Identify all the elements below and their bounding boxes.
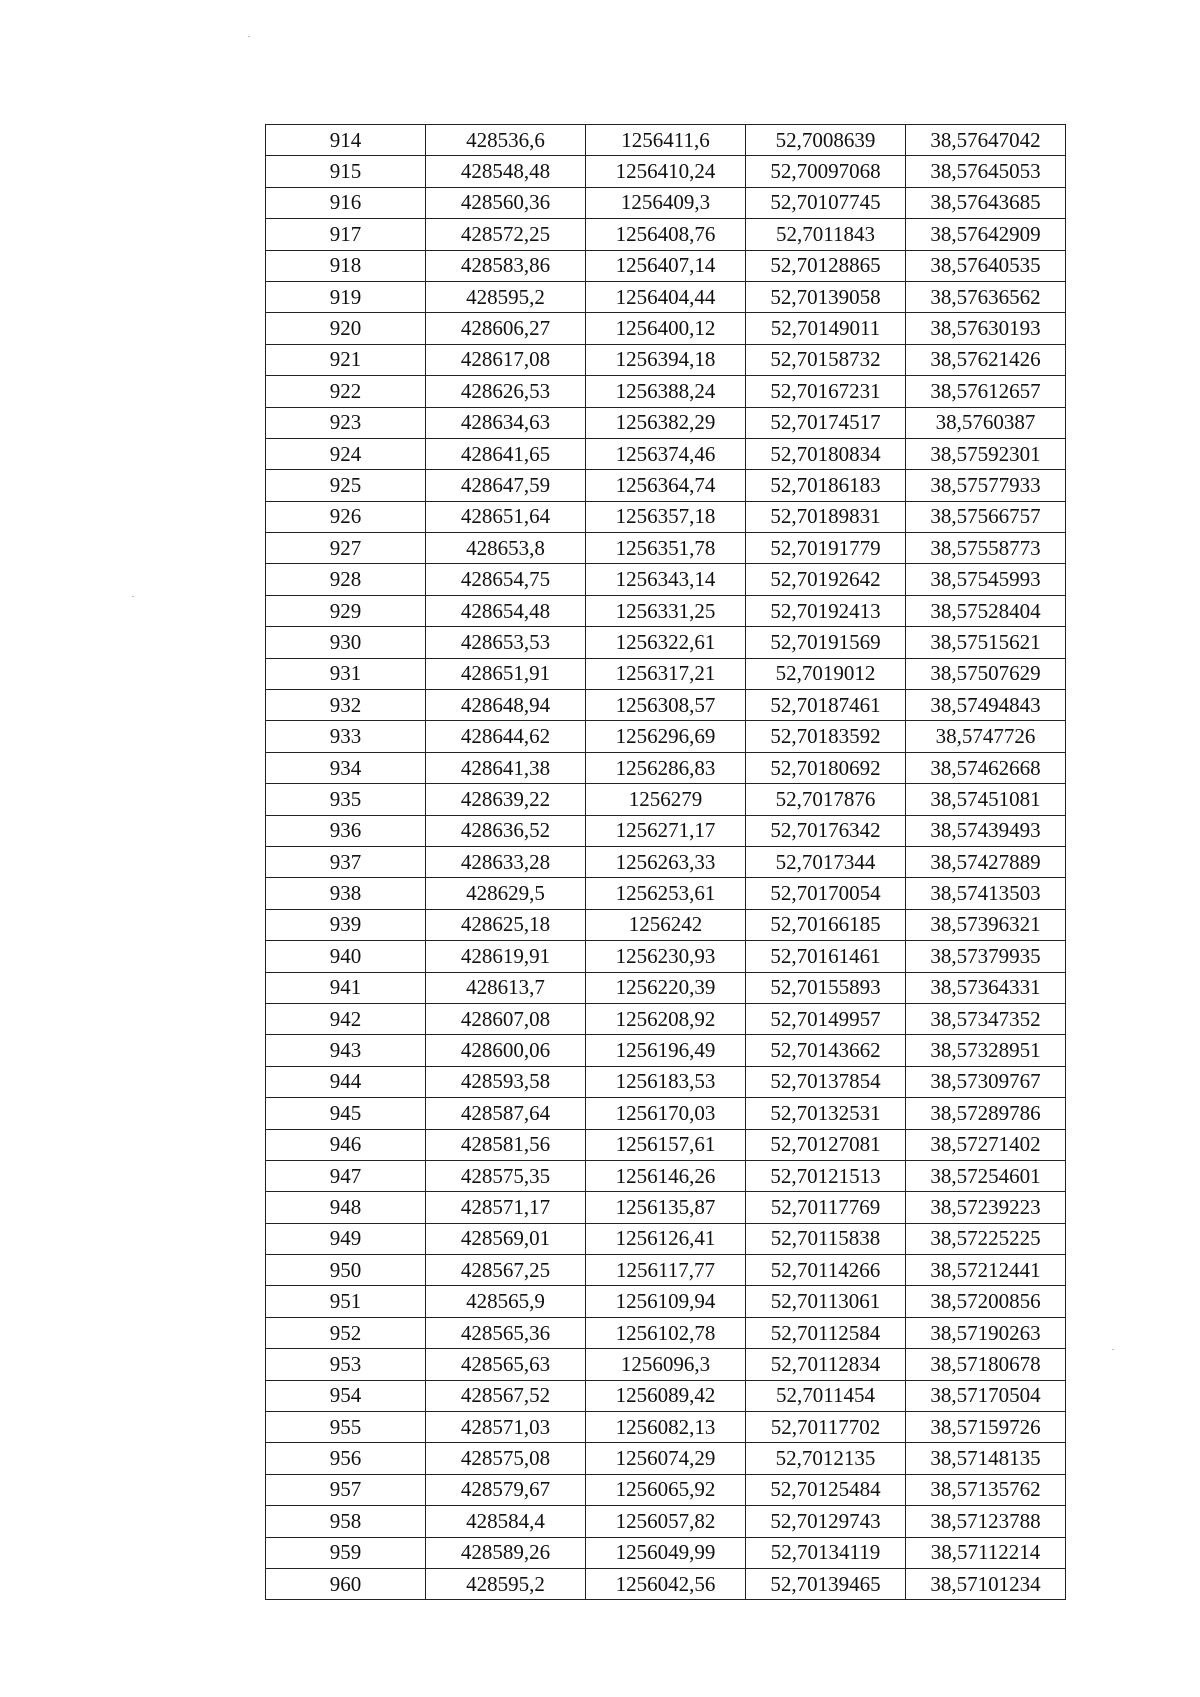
- y-coordinate-cell: 1256242: [586, 909, 746, 940]
- longitude-cell: 38,57289786: [906, 1098, 1066, 1129]
- x-coordinate-cell: 428654,48: [426, 595, 586, 626]
- x-coordinate-cell: 428575,35: [426, 1160, 586, 1191]
- latitude-cell: 52,70139465: [746, 1568, 906, 1599]
- table-row: [266, 815, 1066, 846]
- point-number-cell: 947: [266, 1160, 426, 1191]
- x-coordinate-cell: 428567,25: [426, 1255, 586, 1286]
- latitude-cell: 52,70121513: [746, 1160, 906, 1191]
- x-coordinate-cell: 428584,4: [426, 1506, 586, 1537]
- y-coordinate-cell: 1256308,57: [586, 690, 746, 721]
- y-coordinate-cell: 1256404,44: [586, 281, 746, 312]
- x-coordinate-cell: 428641,38: [426, 752, 586, 783]
- point-number-cell: 952: [266, 1317, 426, 1348]
- latitude-cell: 52,7008639: [746, 125, 906, 156]
- y-coordinate-cell: 1256296,69: [586, 721, 746, 752]
- longitude-cell: 38,57135762: [906, 1474, 1066, 1505]
- latitude-cell: 52,7017876: [746, 784, 906, 815]
- point-number-cell: 924: [266, 438, 426, 469]
- longitude-cell: 38,57148135: [906, 1443, 1066, 1474]
- longitude-cell: 38,57515621: [906, 627, 1066, 658]
- longitude-cell: 38,57254601: [906, 1160, 1066, 1191]
- table-row: [266, 156, 1066, 187]
- latitude-cell: 52,70112584: [746, 1317, 906, 1348]
- y-coordinate-cell: 1256082,13: [586, 1412, 746, 1443]
- latitude-cell: 52,7012135: [746, 1443, 906, 1474]
- longitude-cell: 38,57413503: [906, 878, 1066, 909]
- x-coordinate-cell: 428593,58: [426, 1066, 586, 1097]
- longitude-cell: 38,57640535: [906, 250, 1066, 281]
- table-row: [266, 281, 1066, 312]
- longitude-cell: 38,57566757: [906, 501, 1066, 532]
- longitude-cell: 38,57328951: [906, 1035, 1066, 1066]
- latitude-cell: 52,70158732: [746, 344, 906, 375]
- table-row: [266, 313, 1066, 344]
- table-row: [266, 595, 1066, 626]
- latitude-cell: 52,70132531: [746, 1098, 906, 1129]
- y-coordinate-cell: 1256196,49: [586, 1035, 746, 1066]
- table-row: [266, 1349, 1066, 1380]
- longitude-cell: 38,57379935: [906, 941, 1066, 972]
- table-row: [266, 878, 1066, 909]
- latitude-cell: 52,70128865: [746, 250, 906, 281]
- latitude-cell: 52,70180834: [746, 438, 906, 469]
- point-number-cell: 957: [266, 1474, 426, 1505]
- longitude-cell: 38,57647042: [906, 125, 1066, 156]
- table-row: [266, 1286, 1066, 1317]
- latitude-cell: 52,70137854: [746, 1066, 906, 1097]
- latitude-cell: 52,70113061: [746, 1286, 906, 1317]
- longitude-cell: 38,57170504: [906, 1380, 1066, 1411]
- latitude-cell: 52,70167231: [746, 376, 906, 407]
- longitude-cell: 38,57225225: [906, 1223, 1066, 1254]
- longitude-cell: 38,57545993: [906, 564, 1066, 595]
- y-coordinate-cell: 1256279: [586, 784, 746, 815]
- point-number-cell: 958: [266, 1506, 426, 1537]
- point-number-cell: 917: [266, 219, 426, 250]
- table-row: [266, 1129, 1066, 1160]
- y-coordinate-cell: 1256117,77: [586, 1255, 746, 1286]
- table-row: [266, 1223, 1066, 1254]
- y-coordinate-cell: 1256263,33: [586, 846, 746, 877]
- x-coordinate-cell: 428639,22: [426, 784, 586, 815]
- table-row: [266, 972, 1066, 1003]
- y-coordinate-cell: 1256408,76: [586, 219, 746, 250]
- x-coordinate-cell: 428653,8: [426, 533, 586, 564]
- x-coordinate-cell: 428548,48: [426, 156, 586, 187]
- longitude-cell: 38,57239223: [906, 1192, 1066, 1223]
- y-coordinate-cell: 1256126,41: [586, 1223, 746, 1254]
- y-coordinate-cell: 1256096,3: [586, 1349, 746, 1380]
- latitude-cell: 52,70186183: [746, 470, 906, 501]
- x-coordinate-cell: 428572,25: [426, 219, 586, 250]
- table-row: [266, 1098, 1066, 1129]
- longitude-cell: 38,57347352: [906, 1003, 1066, 1034]
- table-row: [266, 690, 1066, 721]
- longitude-cell: 38,57159726: [906, 1412, 1066, 1443]
- x-coordinate-cell: 428607,08: [426, 1003, 586, 1034]
- x-coordinate-cell: 428569,01: [426, 1223, 586, 1254]
- point-number-cell: 937: [266, 846, 426, 877]
- latitude-cell: 52,70155893: [746, 972, 906, 1003]
- table-row: [266, 1380, 1066, 1411]
- latitude-cell: 52,70127081: [746, 1129, 906, 1160]
- latitude-cell: 52,70191569: [746, 627, 906, 658]
- x-coordinate-cell: 428653,53: [426, 627, 586, 658]
- point-number-cell: 921: [266, 344, 426, 375]
- longitude-cell: 38,57396321: [906, 909, 1066, 940]
- x-coordinate-cell: 428571,03: [426, 1412, 586, 1443]
- point-number-cell: 941: [266, 972, 426, 1003]
- y-coordinate-cell: 1256271,17: [586, 815, 746, 846]
- y-coordinate-cell: 1256065,92: [586, 1474, 746, 1505]
- table-row: [266, 627, 1066, 658]
- y-coordinate-cell: 1256220,39: [586, 972, 746, 1003]
- point-number-cell: 936: [266, 815, 426, 846]
- latitude-cell: 52,70097068: [746, 156, 906, 187]
- longitude-cell: 38,57427889: [906, 846, 1066, 877]
- y-coordinate-cell: 1256388,24: [586, 376, 746, 407]
- point-number-cell: 935: [266, 784, 426, 815]
- y-coordinate-cell: 1256157,61: [586, 1129, 746, 1160]
- y-coordinate-cell: 1256230,93: [586, 941, 746, 972]
- point-number-cell: 922: [266, 376, 426, 407]
- longitude-cell: 38,57364331: [906, 972, 1066, 1003]
- latitude-cell: 52,7017344: [746, 846, 906, 877]
- x-coordinate-cell: 428587,64: [426, 1098, 586, 1129]
- x-coordinate-cell: 428619,91: [426, 941, 586, 972]
- y-coordinate-cell: 1256135,87: [586, 1192, 746, 1223]
- table-row: [266, 1474, 1066, 1505]
- y-coordinate-cell: 1256102,78: [586, 1317, 746, 1348]
- point-number-cell: 954: [266, 1380, 426, 1411]
- y-coordinate-cell: 1256109,94: [586, 1286, 746, 1317]
- point-number-cell: 949: [266, 1223, 426, 1254]
- table-row: [266, 1255, 1066, 1286]
- y-coordinate-cell: 1256364,74: [586, 470, 746, 501]
- point-number-cell: 948: [266, 1192, 426, 1223]
- longitude-cell: 38,57212441: [906, 1255, 1066, 1286]
- longitude-cell: 38,57180678: [906, 1349, 1066, 1380]
- table-row: [266, 752, 1066, 783]
- point-number-cell: 918: [266, 250, 426, 281]
- x-coordinate-cell: 428565,9: [426, 1286, 586, 1317]
- y-coordinate-cell: 1256400,12: [586, 313, 746, 344]
- y-coordinate-cell: 1256394,18: [586, 344, 746, 375]
- x-coordinate-cell: 428595,2: [426, 281, 586, 312]
- latitude-cell: 52,70139058: [746, 281, 906, 312]
- latitude-cell: 52,70114266: [746, 1255, 906, 1286]
- point-number-cell: 945: [266, 1098, 426, 1129]
- longitude-cell: 38,57645053: [906, 156, 1066, 187]
- point-number-cell: 956: [266, 1443, 426, 1474]
- x-coordinate-cell: 428565,36: [426, 1317, 586, 1348]
- table-row: [266, 219, 1066, 250]
- longitude-cell: 38,57636562: [906, 281, 1066, 312]
- latitude-cell: 52,70174517: [746, 407, 906, 438]
- latitude-cell: 52,70107745: [746, 187, 906, 218]
- x-coordinate-cell: 428536,6: [426, 125, 586, 156]
- longitude-cell: 38,57612657: [906, 376, 1066, 407]
- x-coordinate-cell: 428651,64: [426, 501, 586, 532]
- y-coordinate-cell: 1256170,03: [586, 1098, 746, 1129]
- x-coordinate-cell: 428589,26: [426, 1537, 586, 1568]
- y-coordinate-cell: 1256374,46: [586, 438, 746, 469]
- longitude-cell: 38,57200856: [906, 1286, 1066, 1317]
- x-coordinate-cell: 428626,53: [426, 376, 586, 407]
- x-coordinate-cell: 428579,67: [426, 1474, 586, 1505]
- scan-speck: [248, 36, 250, 37]
- point-number-cell: 919: [266, 281, 426, 312]
- latitude-cell: 52,7011454: [746, 1380, 906, 1411]
- point-number-cell: 927: [266, 533, 426, 564]
- x-coordinate-cell: 428629,5: [426, 878, 586, 909]
- x-coordinate-cell: 428595,2: [426, 1568, 586, 1599]
- point-number-cell: 929: [266, 595, 426, 626]
- x-coordinate-cell: 428581,56: [426, 1129, 586, 1160]
- latitude-cell: 52,70183592: [746, 721, 906, 752]
- longitude-cell: 38,57462668: [906, 752, 1066, 783]
- y-coordinate-cell: 1256049,99: [586, 1537, 746, 1568]
- y-coordinate-cell: 1256146,26: [586, 1160, 746, 1191]
- table-row: [266, 1568, 1066, 1599]
- longitude-cell: 38,57577933: [906, 470, 1066, 501]
- latitude-cell: 52,70143662: [746, 1035, 906, 1066]
- x-coordinate-cell: 428617,08: [426, 344, 586, 375]
- point-number-cell: 934: [266, 752, 426, 783]
- y-coordinate-cell: 1256410,24: [586, 156, 746, 187]
- point-number-cell: 932: [266, 690, 426, 721]
- point-number-cell: 944: [266, 1066, 426, 1097]
- y-coordinate-cell: 1256411,6: [586, 125, 746, 156]
- point-number-cell: 959: [266, 1537, 426, 1568]
- point-number-cell: 960: [266, 1568, 426, 1599]
- y-coordinate-cell: 1256253,61: [586, 878, 746, 909]
- point-number-cell: 916: [266, 187, 426, 218]
- x-coordinate-cell: 428641,65: [426, 438, 586, 469]
- table-row: [266, 438, 1066, 469]
- x-coordinate-cell: 428644,62: [426, 721, 586, 752]
- point-number-cell: 953: [266, 1349, 426, 1380]
- x-coordinate-cell: 428634,63: [426, 407, 586, 438]
- y-coordinate-cell: 1256317,21: [586, 658, 746, 689]
- latitude-cell: 52,70149011: [746, 313, 906, 344]
- x-coordinate-cell: 428567,52: [426, 1380, 586, 1411]
- y-coordinate-cell: 1256286,83: [586, 752, 746, 783]
- point-number-cell: 942: [266, 1003, 426, 1034]
- longitude-cell: 38,5760387: [906, 407, 1066, 438]
- table-row: [266, 564, 1066, 595]
- latitude-cell: 52,70134119: [746, 1537, 906, 1568]
- table-row: [266, 533, 1066, 564]
- latitude-cell: 52,70192642: [746, 564, 906, 595]
- y-coordinate-cell: 1256357,18: [586, 501, 746, 532]
- table-row: [266, 721, 1066, 752]
- point-number-cell: 925: [266, 470, 426, 501]
- table-row: [266, 187, 1066, 218]
- longitude-cell: 38,57592301: [906, 438, 1066, 469]
- longitude-cell: 38,57507629: [906, 658, 1066, 689]
- latitude-cell: 52,70125484: [746, 1474, 906, 1505]
- x-coordinate-cell: 428633,28: [426, 846, 586, 877]
- longitude-cell: 38,57112214: [906, 1537, 1066, 1568]
- longitude-cell: 38,57439493: [906, 815, 1066, 846]
- point-number-cell: 914: [266, 125, 426, 156]
- longitude-cell: 38,57643685: [906, 187, 1066, 218]
- x-coordinate-cell: 428565,63: [426, 1349, 586, 1380]
- longitude-cell: 38,57558773: [906, 533, 1066, 564]
- latitude-cell: 52,70115838: [746, 1223, 906, 1254]
- table-row: [266, 1537, 1066, 1568]
- table-row: [266, 1317, 1066, 1348]
- point-number-cell: 950: [266, 1255, 426, 1286]
- x-coordinate-cell: 428583,86: [426, 250, 586, 281]
- table-row: [266, 1506, 1066, 1537]
- latitude-cell: 52,70187461: [746, 690, 906, 721]
- latitude-cell: 52,70117769: [746, 1192, 906, 1223]
- longitude-cell: 38,57621426: [906, 344, 1066, 375]
- y-coordinate-cell: 1256409,3: [586, 187, 746, 218]
- x-coordinate-cell: 428636,52: [426, 815, 586, 846]
- scan-speck: [1112, 1349, 1114, 1350]
- latitude-cell: 52,70129743: [746, 1506, 906, 1537]
- x-coordinate-cell: 428654,75: [426, 564, 586, 595]
- longitude-cell: 38,57271402: [906, 1129, 1066, 1160]
- table-row: [266, 1160, 1066, 1191]
- x-coordinate-cell: 428647,59: [426, 470, 586, 501]
- y-coordinate-cell: 1256089,42: [586, 1380, 746, 1411]
- latitude-cell: 52,7019012: [746, 658, 906, 689]
- table-row: [266, 784, 1066, 815]
- point-number-cell: 946: [266, 1129, 426, 1160]
- longitude-cell: 38,57101234: [906, 1568, 1066, 1599]
- point-number-cell: 923: [266, 407, 426, 438]
- table-row: [266, 407, 1066, 438]
- y-coordinate-cell: 1256351,78: [586, 533, 746, 564]
- x-coordinate-cell: 428625,18: [426, 909, 586, 940]
- table-row: [266, 501, 1066, 532]
- latitude-cell: 52,70176342: [746, 815, 906, 846]
- latitude-cell: 52,7011843: [746, 219, 906, 250]
- y-coordinate-cell: 1256042,56: [586, 1568, 746, 1599]
- table-row: [266, 846, 1066, 877]
- table-row: [266, 470, 1066, 501]
- x-coordinate-cell: 428560,36: [426, 187, 586, 218]
- x-coordinate-cell: 428571,17: [426, 1192, 586, 1223]
- table-row: [266, 1412, 1066, 1443]
- y-coordinate-cell: 1256322,61: [586, 627, 746, 658]
- latitude-cell: 52,70161461: [746, 941, 906, 972]
- y-coordinate-cell: 1256331,25: [586, 595, 746, 626]
- coordinates-table: [265, 124, 1066, 1600]
- point-number-cell: 931: [266, 658, 426, 689]
- x-coordinate-cell: 428606,27: [426, 313, 586, 344]
- longitude-cell: 38,57190263: [906, 1317, 1066, 1348]
- longitude-cell: 38,57528404: [906, 595, 1066, 626]
- longitude-cell: 38,57123788: [906, 1506, 1066, 1537]
- longitude-cell: 38,57451081: [906, 784, 1066, 815]
- point-number-cell: 915: [266, 156, 426, 187]
- table-row: [266, 376, 1066, 407]
- point-number-cell: 920: [266, 313, 426, 344]
- table-row: [266, 1035, 1066, 1066]
- longitude-cell: 38,57494843: [906, 690, 1066, 721]
- latitude-cell: 52,70192413: [746, 595, 906, 626]
- table-row: [266, 1443, 1066, 1474]
- latitude-cell: 52,70191779: [746, 533, 906, 564]
- y-coordinate-cell: 1256343,14: [586, 564, 746, 595]
- latitude-cell: 52,70189831: [746, 501, 906, 532]
- latitude-cell: 52,70149957: [746, 1003, 906, 1034]
- x-coordinate-cell: 428575,08: [426, 1443, 586, 1474]
- latitude-cell: 52,70117702: [746, 1412, 906, 1443]
- table-row: [266, 125, 1066, 156]
- point-number-cell: 943: [266, 1035, 426, 1066]
- point-number-cell: 928: [266, 564, 426, 595]
- longitude-cell: 38,57642909: [906, 219, 1066, 250]
- table-row: [266, 658, 1066, 689]
- x-coordinate-cell: 428600,06: [426, 1035, 586, 1066]
- point-number-cell: 938: [266, 878, 426, 909]
- table-row: [266, 1192, 1066, 1223]
- y-coordinate-cell: 1256074,29: [586, 1443, 746, 1474]
- y-coordinate-cell: 1256208,92: [586, 1003, 746, 1034]
- x-coordinate-cell: 428613,7: [426, 972, 586, 1003]
- table-row: [266, 250, 1066, 281]
- point-number-cell: 940: [266, 941, 426, 972]
- y-coordinate-cell: 1256057,82: [586, 1506, 746, 1537]
- table-row: [266, 1003, 1066, 1034]
- table-row: [266, 941, 1066, 972]
- latitude-cell: 52,70166185: [746, 909, 906, 940]
- point-number-cell: 939: [266, 909, 426, 940]
- x-coordinate-cell: 428648,94: [426, 690, 586, 721]
- latitude-cell: 52,70170054: [746, 878, 906, 909]
- point-number-cell: 933: [266, 721, 426, 752]
- point-number-cell: 926: [266, 501, 426, 532]
- y-coordinate-cell: 1256183,53: [586, 1066, 746, 1097]
- scan-speck: [132, 596, 134, 597]
- table-body: [266, 125, 1066, 1600]
- longitude-cell: 38,57309767: [906, 1066, 1066, 1097]
- latitude-cell: 52,70112834: [746, 1349, 906, 1380]
- table-row: [266, 1066, 1066, 1097]
- point-number-cell: 930: [266, 627, 426, 658]
- point-number-cell: 951: [266, 1286, 426, 1317]
- x-coordinate-cell: 428651,91: [426, 658, 586, 689]
- table-row: [266, 909, 1066, 940]
- longitude-cell: 38,57630193: [906, 313, 1066, 344]
- longitude-cell: 38,5747726: [906, 721, 1066, 752]
- y-coordinate-cell: 1256407,14: [586, 250, 746, 281]
- y-coordinate-cell: 1256382,29: [586, 407, 746, 438]
- latitude-cell: 52,70180692: [746, 752, 906, 783]
- table-row: [266, 344, 1066, 375]
- point-number-cell: 955: [266, 1412, 426, 1443]
